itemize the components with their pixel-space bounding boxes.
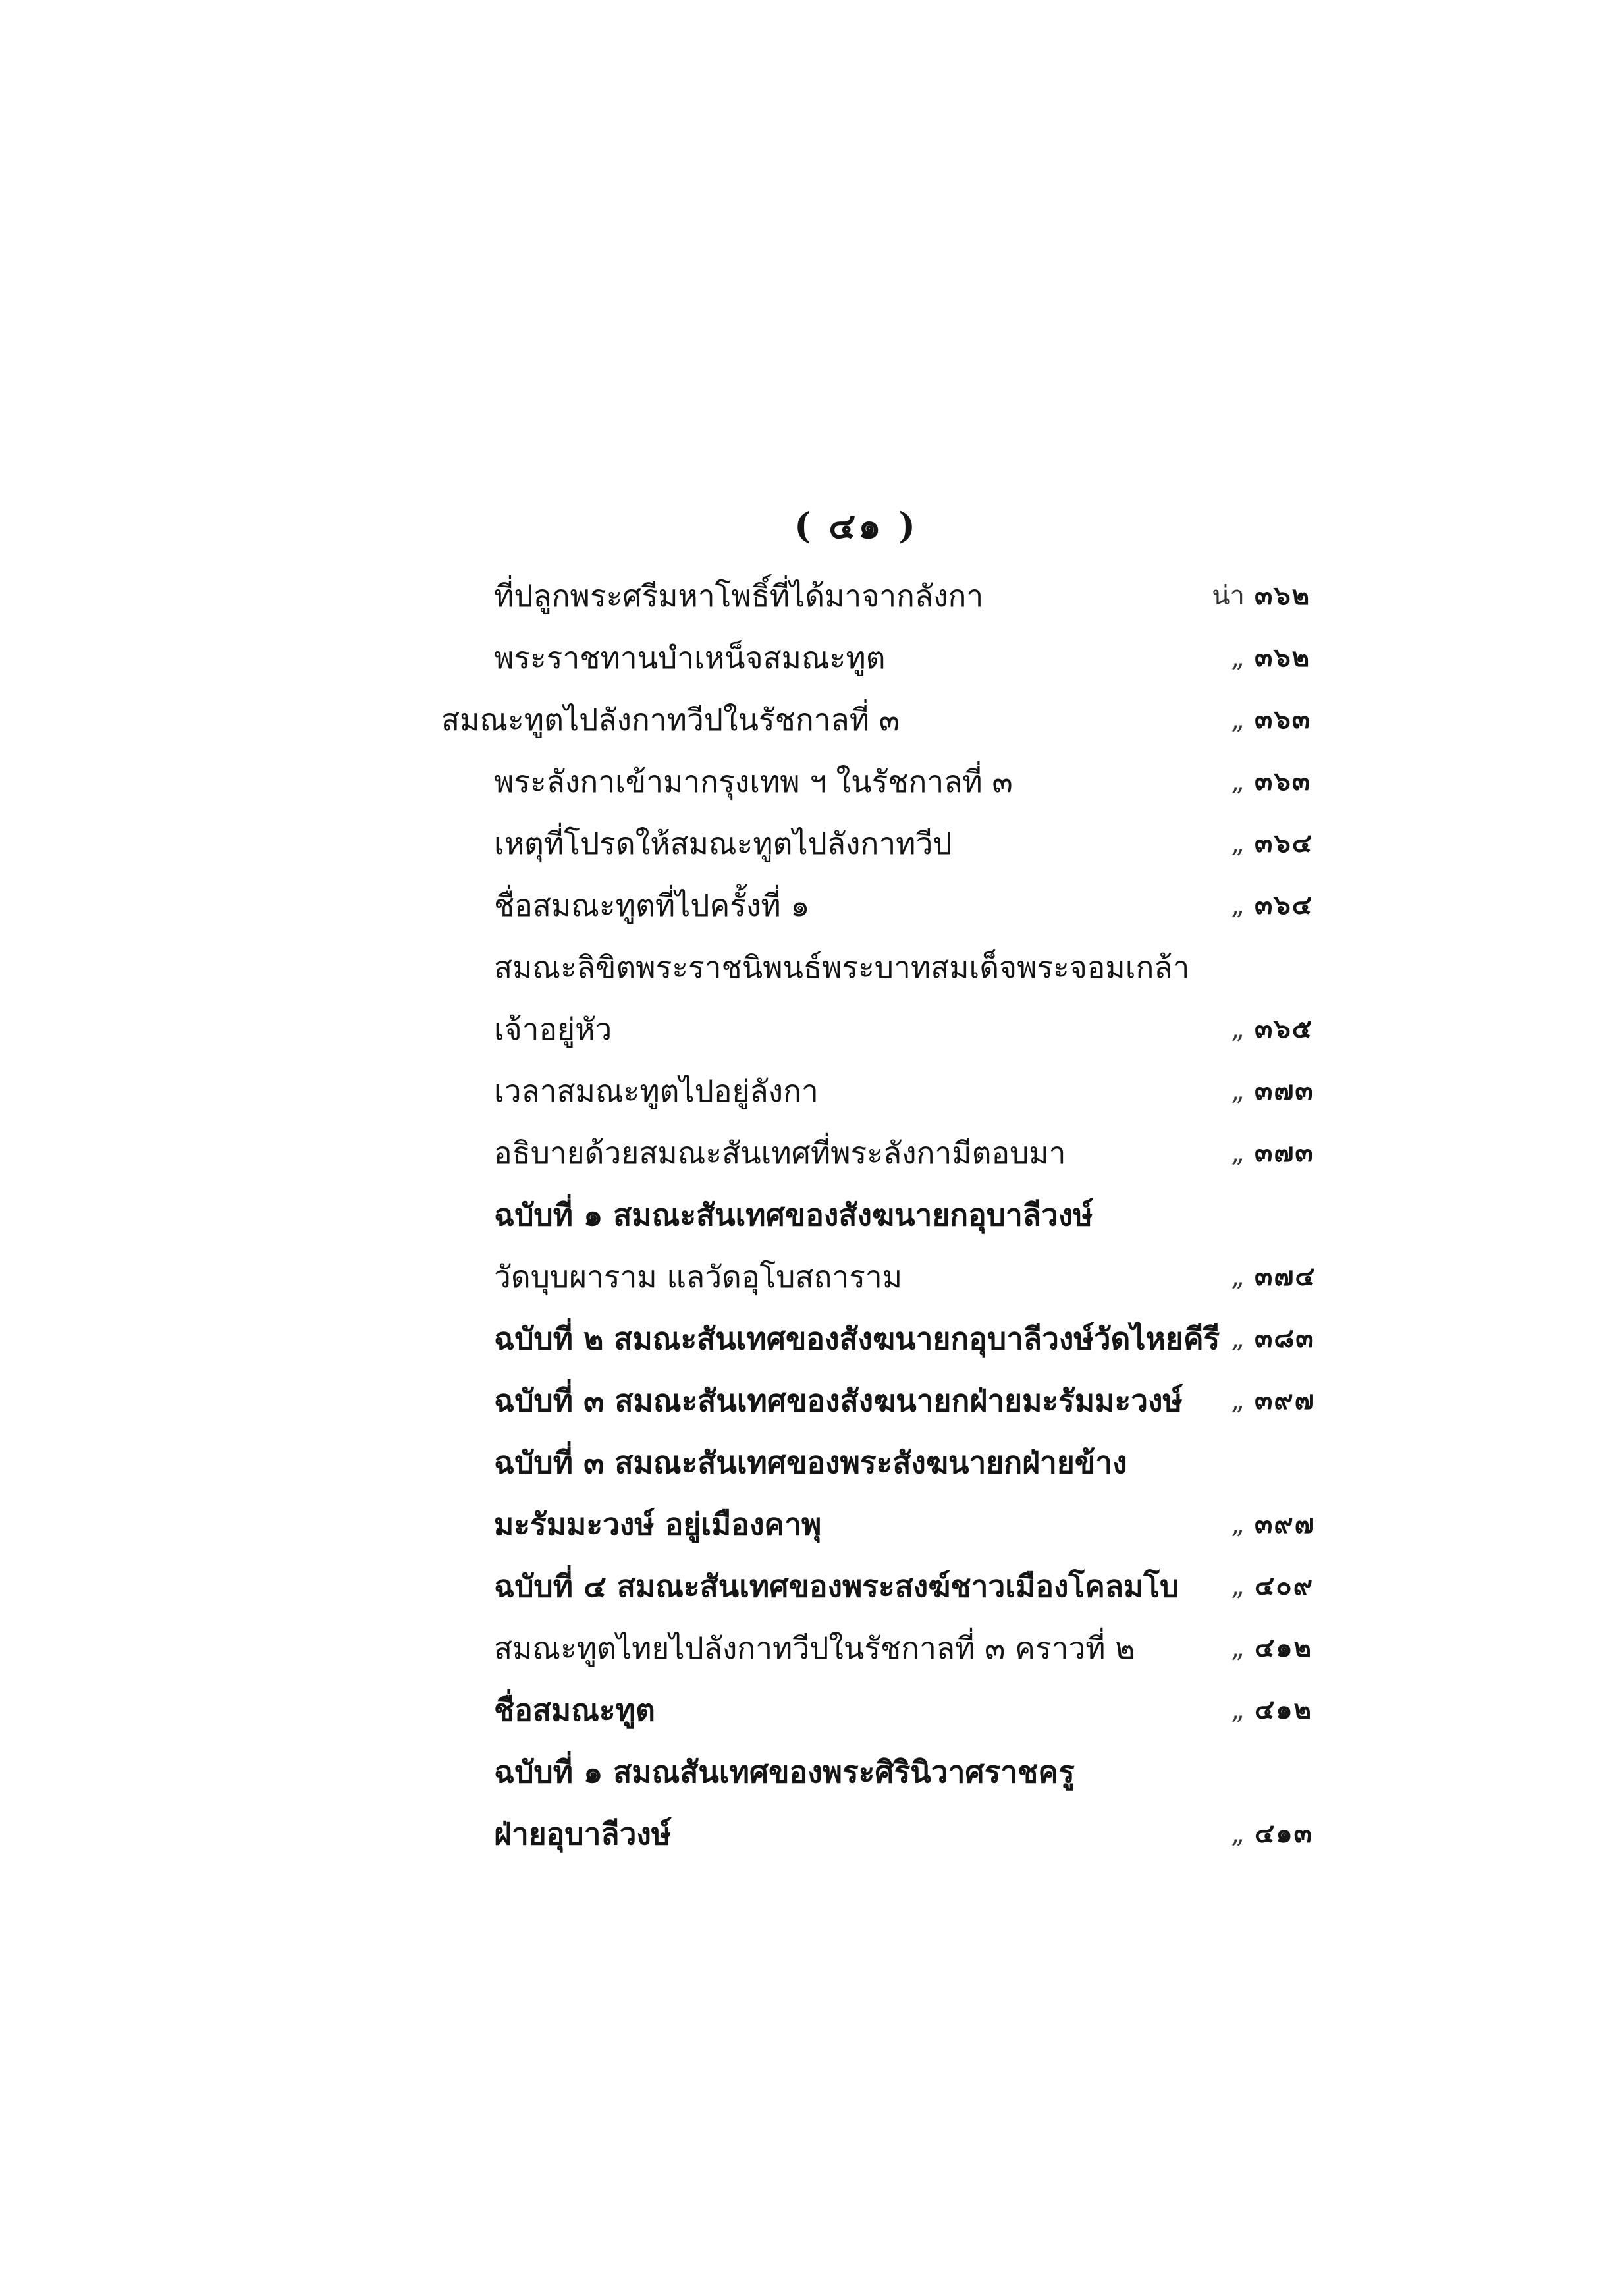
toc-entry-page-number: ๓๗๓ xyxy=(1255,1137,1314,1168)
toc-entry-title: ที่ปลูกพระศรีมหาโพธิ์ที่ได้มาจากลังกา xyxy=(494,578,984,614)
toc-entry-title: สมณะลิขิตพระราชนิพนธ์พระบาทสมเด็จพระจอมเกล้า xyxy=(494,949,1190,985)
toc-entry xyxy=(0,874,1622,936)
toc-entry xyxy=(0,1060,1622,1122)
toc-entry-ditto-mark: „ xyxy=(1231,1385,1245,1416)
toc-entry xyxy=(0,1184,1622,1246)
toc-entry-page-number: ๔๑๒ xyxy=(1255,1694,1313,1725)
toc-entry-ditto-mark: „ xyxy=(1231,1262,1245,1292)
toc-entry xyxy=(0,1803,1622,1865)
toc-entry-title: ฉบับที่ ๑ สมณสันเทศของพระศิรินิวาศราชครู xyxy=(494,1754,1075,1790)
toc-entry-title: ฉบับที่ ๑ สมณะสันเทศของสังฆนายกอุบาลีวงษ์ xyxy=(494,1197,1093,1233)
toc-entry xyxy=(0,1308,1622,1370)
toc-entry-page-number: ๓๗๓ xyxy=(1255,1075,1314,1106)
toc-entry-title: สมณะทูตไปลังกาทวีปในรัชกาลที่ ๓ xyxy=(441,702,900,737)
table-of-contents xyxy=(0,565,1622,1865)
toc-entry xyxy=(0,998,1622,1060)
toc-entry xyxy=(0,1370,1622,1431)
toc-entry xyxy=(0,1431,1622,1493)
toc-entry-page-number: ๓๙๗ xyxy=(1255,1508,1316,1539)
toc-entry-page-number: ๓๖๔ xyxy=(1255,890,1314,921)
toc-entry-page-number: ๓๖๕ xyxy=(1255,1013,1314,1044)
toc-entry-title: เจ้าอยู่หัว xyxy=(494,1011,612,1047)
toc-entry-page-number: ๓๖๔ xyxy=(1255,828,1314,859)
toc-entry-ditto-mark: „ xyxy=(1231,890,1245,921)
toc-entry xyxy=(0,689,1622,751)
toc-entry xyxy=(0,1122,1622,1184)
toc-entry xyxy=(0,1246,1622,1308)
toc-entry-ditto-mark: „ xyxy=(1231,1695,1245,1725)
toc-entry-title: วัดบุบผาราม แลวัดอุโบสถาราม xyxy=(494,1259,903,1295)
toc-entry-title: ฉบับที่ ๓ สมณะสันเทศของสังฆนายกฝ่ายมะรัมมะวงษ์ xyxy=(494,1383,1183,1418)
toc-entry xyxy=(0,565,1622,627)
toc-entry-ditto-mark: „ xyxy=(1231,1819,1245,1849)
toc-entry xyxy=(0,1741,1622,1803)
toc-entry xyxy=(0,813,1622,874)
toc-entry-page-number: ๓๗๔ xyxy=(1255,1261,1316,1292)
toc-entry-title: ฉบับที่ ๒ สมณะสันเทศของสังฆนายกอุบาลีวงษ์วัดไหยคีรี xyxy=(494,1321,1220,1356)
toc-entry-ditto-mark: „ xyxy=(1231,1323,1245,1354)
page-number: ( ๔๑ ) xyxy=(794,504,918,547)
toc-entry-ditto-mark: „ xyxy=(1231,1014,1245,1044)
toc-entry-title: ฉบับที่ ๓ สมณะสันเทศของพระสังฆนายกฝ่ายข้าง xyxy=(494,1445,1127,1480)
toc-entry-page-number: ๓๙๗ xyxy=(1255,1385,1316,1416)
toc-entry-title: อธิบายด้วยสมณะสันเทศที่พระลังกามีตอบมา xyxy=(494,1135,1066,1171)
toc-entry-page-number: ๓๘๓ xyxy=(1255,1323,1315,1354)
toc-entry-page-number: ๓๖๓ xyxy=(1255,766,1312,797)
toc-entry-ditto-mark: „ xyxy=(1231,1076,1245,1106)
toc-entry-title: พระลังกาเข้ามากรุงเทพ ฯ ในรัชกาลที่ ๓ xyxy=(494,764,1013,799)
toc-entry-ditto-mark: น่า xyxy=(1212,581,1245,611)
toc-entry-title: มะรัมมะวงษ์ อยู่เมืองคาพุ xyxy=(494,1507,822,1542)
toc-entry-page-number: ๔๑๓ xyxy=(1255,1818,1314,1849)
toc-entry-ditto-mark: „ xyxy=(1231,1509,1245,1539)
toc-entry-title: พระราชทานบำเหน็จสมณะทูต xyxy=(494,640,886,676)
toc-entry-page-number: ๓๖๓ xyxy=(1255,704,1312,735)
toc-entry-page-number: ๓๖๒ xyxy=(1255,642,1311,673)
toc-entry-title: ฝ่ายอุบาลีวงษ์ xyxy=(494,1816,672,1852)
toc-entry-title: สมณะทูตไทยไปลังกาทวีปในรัชกาลที่ ๓ คราวที่ ๒ xyxy=(494,1630,1135,1666)
toc-entry xyxy=(0,1493,1622,1555)
toc-entry-title: ชื่อสมณะทูตที่ไปครั้งที่ ๑ xyxy=(494,888,810,923)
toc-entry-ditto-mark: „ xyxy=(1231,1138,1245,1168)
toc-entry-title: เหตุที่โปรดให้สมณะทูตไปลังกาทวีป xyxy=(494,826,952,861)
toc-entry-ditto-mark: „ xyxy=(1231,705,1245,735)
toc-entry xyxy=(0,1617,1622,1679)
toc-entry xyxy=(0,1679,1622,1741)
toc-entry-ditto-mark: „ xyxy=(1231,643,1245,673)
toc-entry xyxy=(0,627,1622,689)
toc-entry-page-number: ๓๖๒ xyxy=(1255,580,1311,611)
toc-entry-title: เวลาสมณะทูตไปอยู่ลังกา xyxy=(494,1073,819,1109)
toc-entry-page-number: ๔๐๙ xyxy=(1255,1570,1314,1601)
toc-entry-ditto-mark: „ xyxy=(1231,828,1245,859)
toc-entry-ditto-mark: „ xyxy=(1231,1633,1245,1663)
toc-entry-ditto-mark: „ xyxy=(1231,1571,1245,1601)
toc-entry xyxy=(0,936,1622,998)
toc-entry xyxy=(0,1555,1622,1617)
toc-entry-title: ชื่อสมณะทูต xyxy=(494,1692,655,1728)
toc-entry-title: ฉบับที่ ๔ สมณะสันเทศของพระสงฆ์ชาวเมืองโคลมโบ xyxy=(494,1568,1179,1604)
toc-entry-ditto-mark: „ xyxy=(1231,766,1245,797)
toc-entry xyxy=(0,751,1622,813)
toc-entry-page-number: ๔๑๒ xyxy=(1255,1632,1313,1663)
